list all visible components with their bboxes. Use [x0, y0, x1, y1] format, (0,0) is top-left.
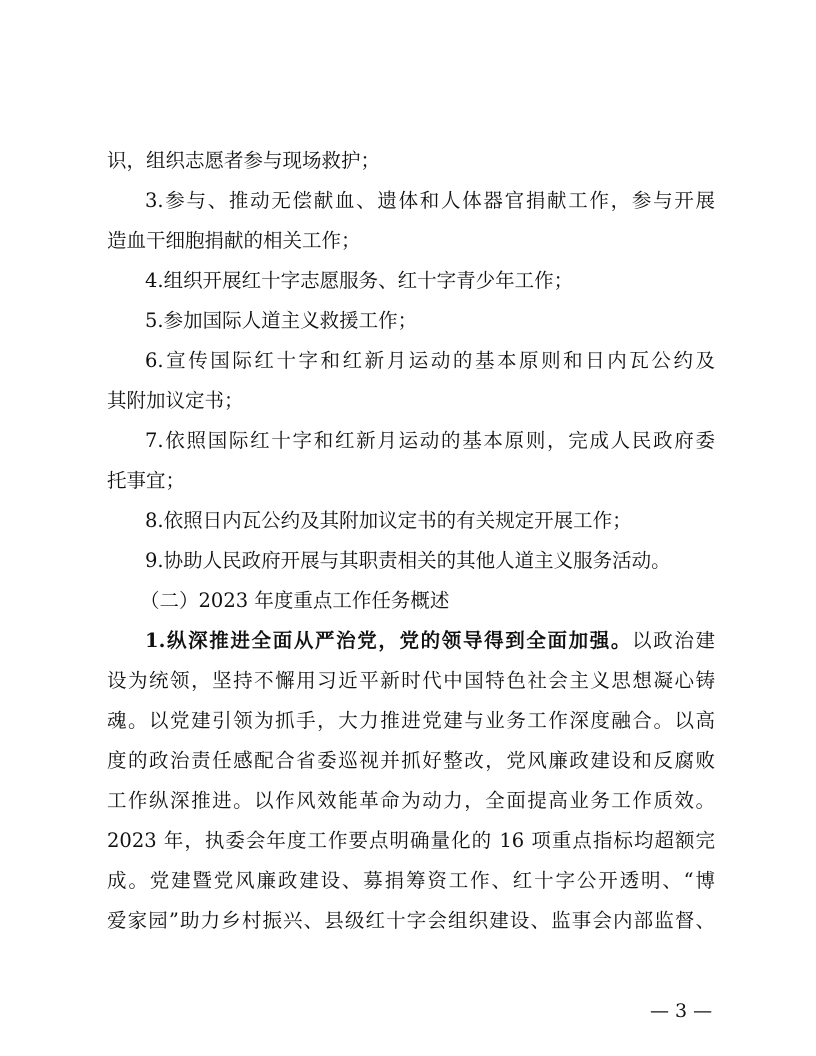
text-line: 9.协助人民政府开展与其职责相关的其他人道主义服务活动。 — [145, 549, 671, 572]
page-number: — 3 — — [650, 1000, 713, 1022]
text-line: 3.参与、推动无偿献血、遗体和人体器官捐献工作，参与开展 — [145, 189, 715, 212]
bold-lead: 1.纵深推进全面从严治党，党的领导得到全面加强。 — [145, 629, 633, 652]
text-line: 造血干细胞捐献的相关工作； — [107, 229, 361, 252]
text-line: 成。党建暨党风廉政建设、募捐筹资工作、红十字公开透明、“博 — [107, 869, 715, 892]
text-line: 工作纵深推进。以作风效能革命为动力，全面提高业务工作质效。 — [107, 789, 715, 812]
text-line: 度的政治责任感配合省委巡视并抓好整改，党风廉政建设和反腐败 — [107, 749, 715, 772]
text-line: 7.依照国际红十字和红新月运动的基本原则，完成人民政府委 — [145, 429, 715, 452]
text-line: 6.宣传国际红十字和红新月运动的基本原则和日内瓦公约及 — [145, 349, 715, 372]
text-line: 其附加议定书； — [107, 389, 244, 412]
paragraph-lead — [145, 629, 715, 653]
text-line: 识，组织志愿者参与现场救护； — [107, 149, 381, 172]
text-line: 魂。以党建引领为抓手，大力推进党建与业务工作深度融合。以高 — [107, 709, 715, 732]
lead-rest: 以政治建 — [632, 629, 715, 652]
text-line: 4.组织开展红十字志愿服务、红十字青少年工作； — [145, 269, 574, 292]
text-line: 8.依照日内瓦公约及其附加议定书的有关规定开展工作； — [145, 509, 632, 532]
text-line: 爱家园”助力乡村振兴、县级红十字会组织建设、监事会内部监督、 — [107, 909, 715, 932]
text-line: 2023 年，执委会年度工作要点明确量化的 16 项重点指标均超额完 — [107, 829, 715, 852]
text-line: 托事宜； — [107, 469, 186, 492]
text-line: 5.参加国际人道主义救援工作； — [145, 309, 418, 332]
text-line: 设为统领，坚持不懈用习近平新时代中国特色社会主义思想凝心铸 — [107, 669, 715, 692]
section-heading: （二）2023 年度重点工作任务概述 — [140, 589, 450, 612]
